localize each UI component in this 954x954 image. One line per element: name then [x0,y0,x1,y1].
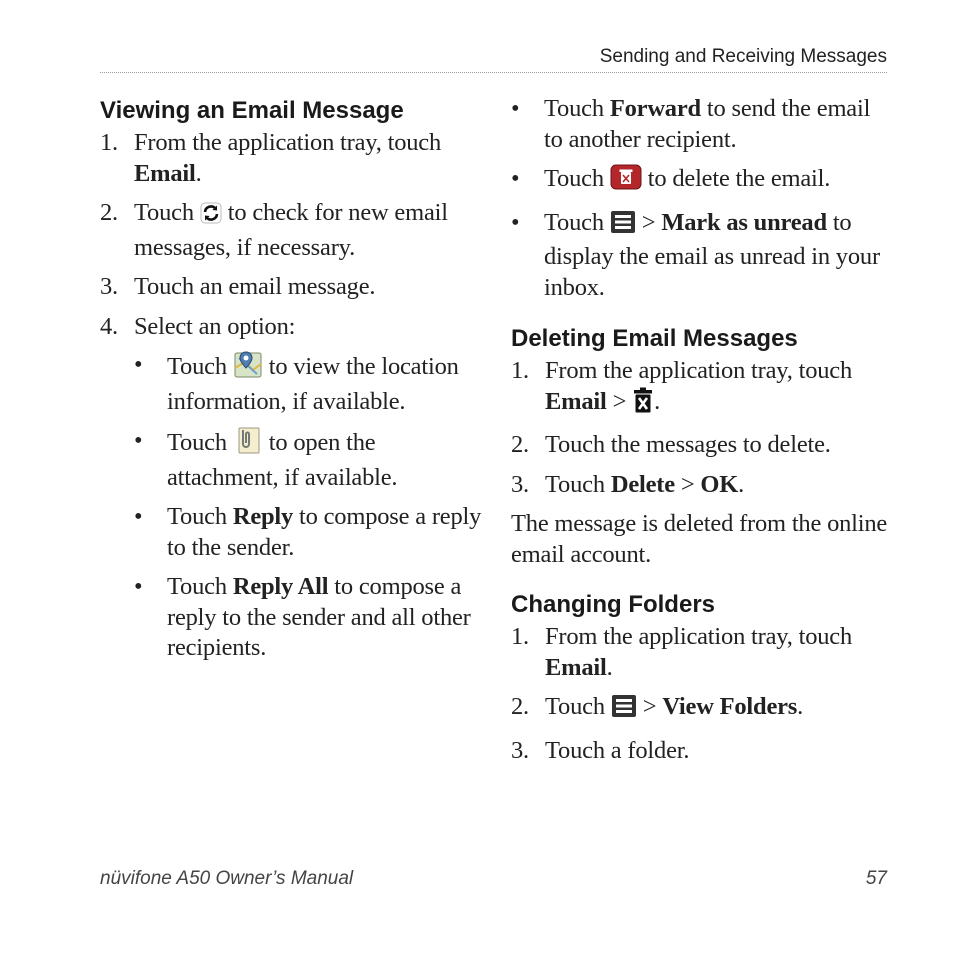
heading-deleting-email: Deleting Email Messages [511,325,798,352]
option-list [134,350,485,664]
menu-icon [611,694,637,727]
folders-step-3: 3. Touch a folder. [511,736,690,764]
ok-label: OK [700,470,739,498]
viewing-step-3: 3. Touch an email message. [100,273,376,300]
deleting-step-1: 1. From the application tray, touch Email > . [511,356,891,421]
option-reply: • Touch Reply to compose a reply to the sender. [134,503,482,561]
heading-viewing-email: Viewing an Email Message [100,97,404,124]
heading-changing-folders: Changing Folders [511,591,715,618]
folders-step-2: 2. Touch > View Folders. [511,692,891,727]
mark-unread-label: Mark as unread [661,208,827,236]
footer-manual-title: nüvifone A50 Owner’s Manual [100,868,354,889]
reply-all-label: Reply All [232,573,329,600]
paperclip-attachment-icon [233,426,263,463]
folders-step-1: 1. From the application tray, touch Email. [511,623,853,681]
email-label: Email [545,653,607,681]
email-label: Email [134,159,196,187]
option-attachment: • Touch to open the attachment, if available. [134,427,398,491]
viewing-step-2: 2. Touch to check for new email messages, if necessary. [100,199,448,261]
option-reply-all: • Touch Reply All to compose a reply to the sender and all other recipients. [134,573,471,661]
forward-label: Forward [609,95,701,122]
deleting-step-3: 3. Touch Delete > OK. [511,470,745,498]
delete-label: Delete [610,470,675,498]
header-rule [100,72,887,73]
left-column [100,94,485,673]
email-label: Email [545,387,607,415]
option-location: • Touch to view the location information, if available. [134,351,459,415]
viewing-step-1: 1. From the application tray, touch Email. [100,129,442,187]
red-trash-icon [610,164,642,199]
view-folders-label: View Folders [662,693,798,720]
refresh-icon [200,202,222,233]
reply-label: Reply [232,503,294,530]
deleting-step-2: 2. Touch the messages to delete. [511,431,831,458]
trash-x-icon [632,387,654,422]
running-head: Sending and Receiving Messages [599,46,887,67]
footer-page-number: 57 [865,868,887,889]
menu-icon [610,210,636,243]
viewing-step-4: 4. Select an option: • Touch to view the location information, if available. • Touch to open the attachment, if available. • Touch Reply to compose a reply to the sender. • Touch Reply All to compose a reply to the sender and all other recipients. [100,312,485,664]
option-forward: • Touch Forward to send the email to another recipient. [511,95,871,153]
map-location-icon [233,350,263,387]
option-mark-unread: • Touch > Mark as unread to display the email as unread in your inbox. [511,208,880,301]
deleting-note: The message is deleted from the online email account. [511,510,888,568]
right-column [511,94,891,775]
option-delete: • Touch to delete the email. [511,164,891,199]
